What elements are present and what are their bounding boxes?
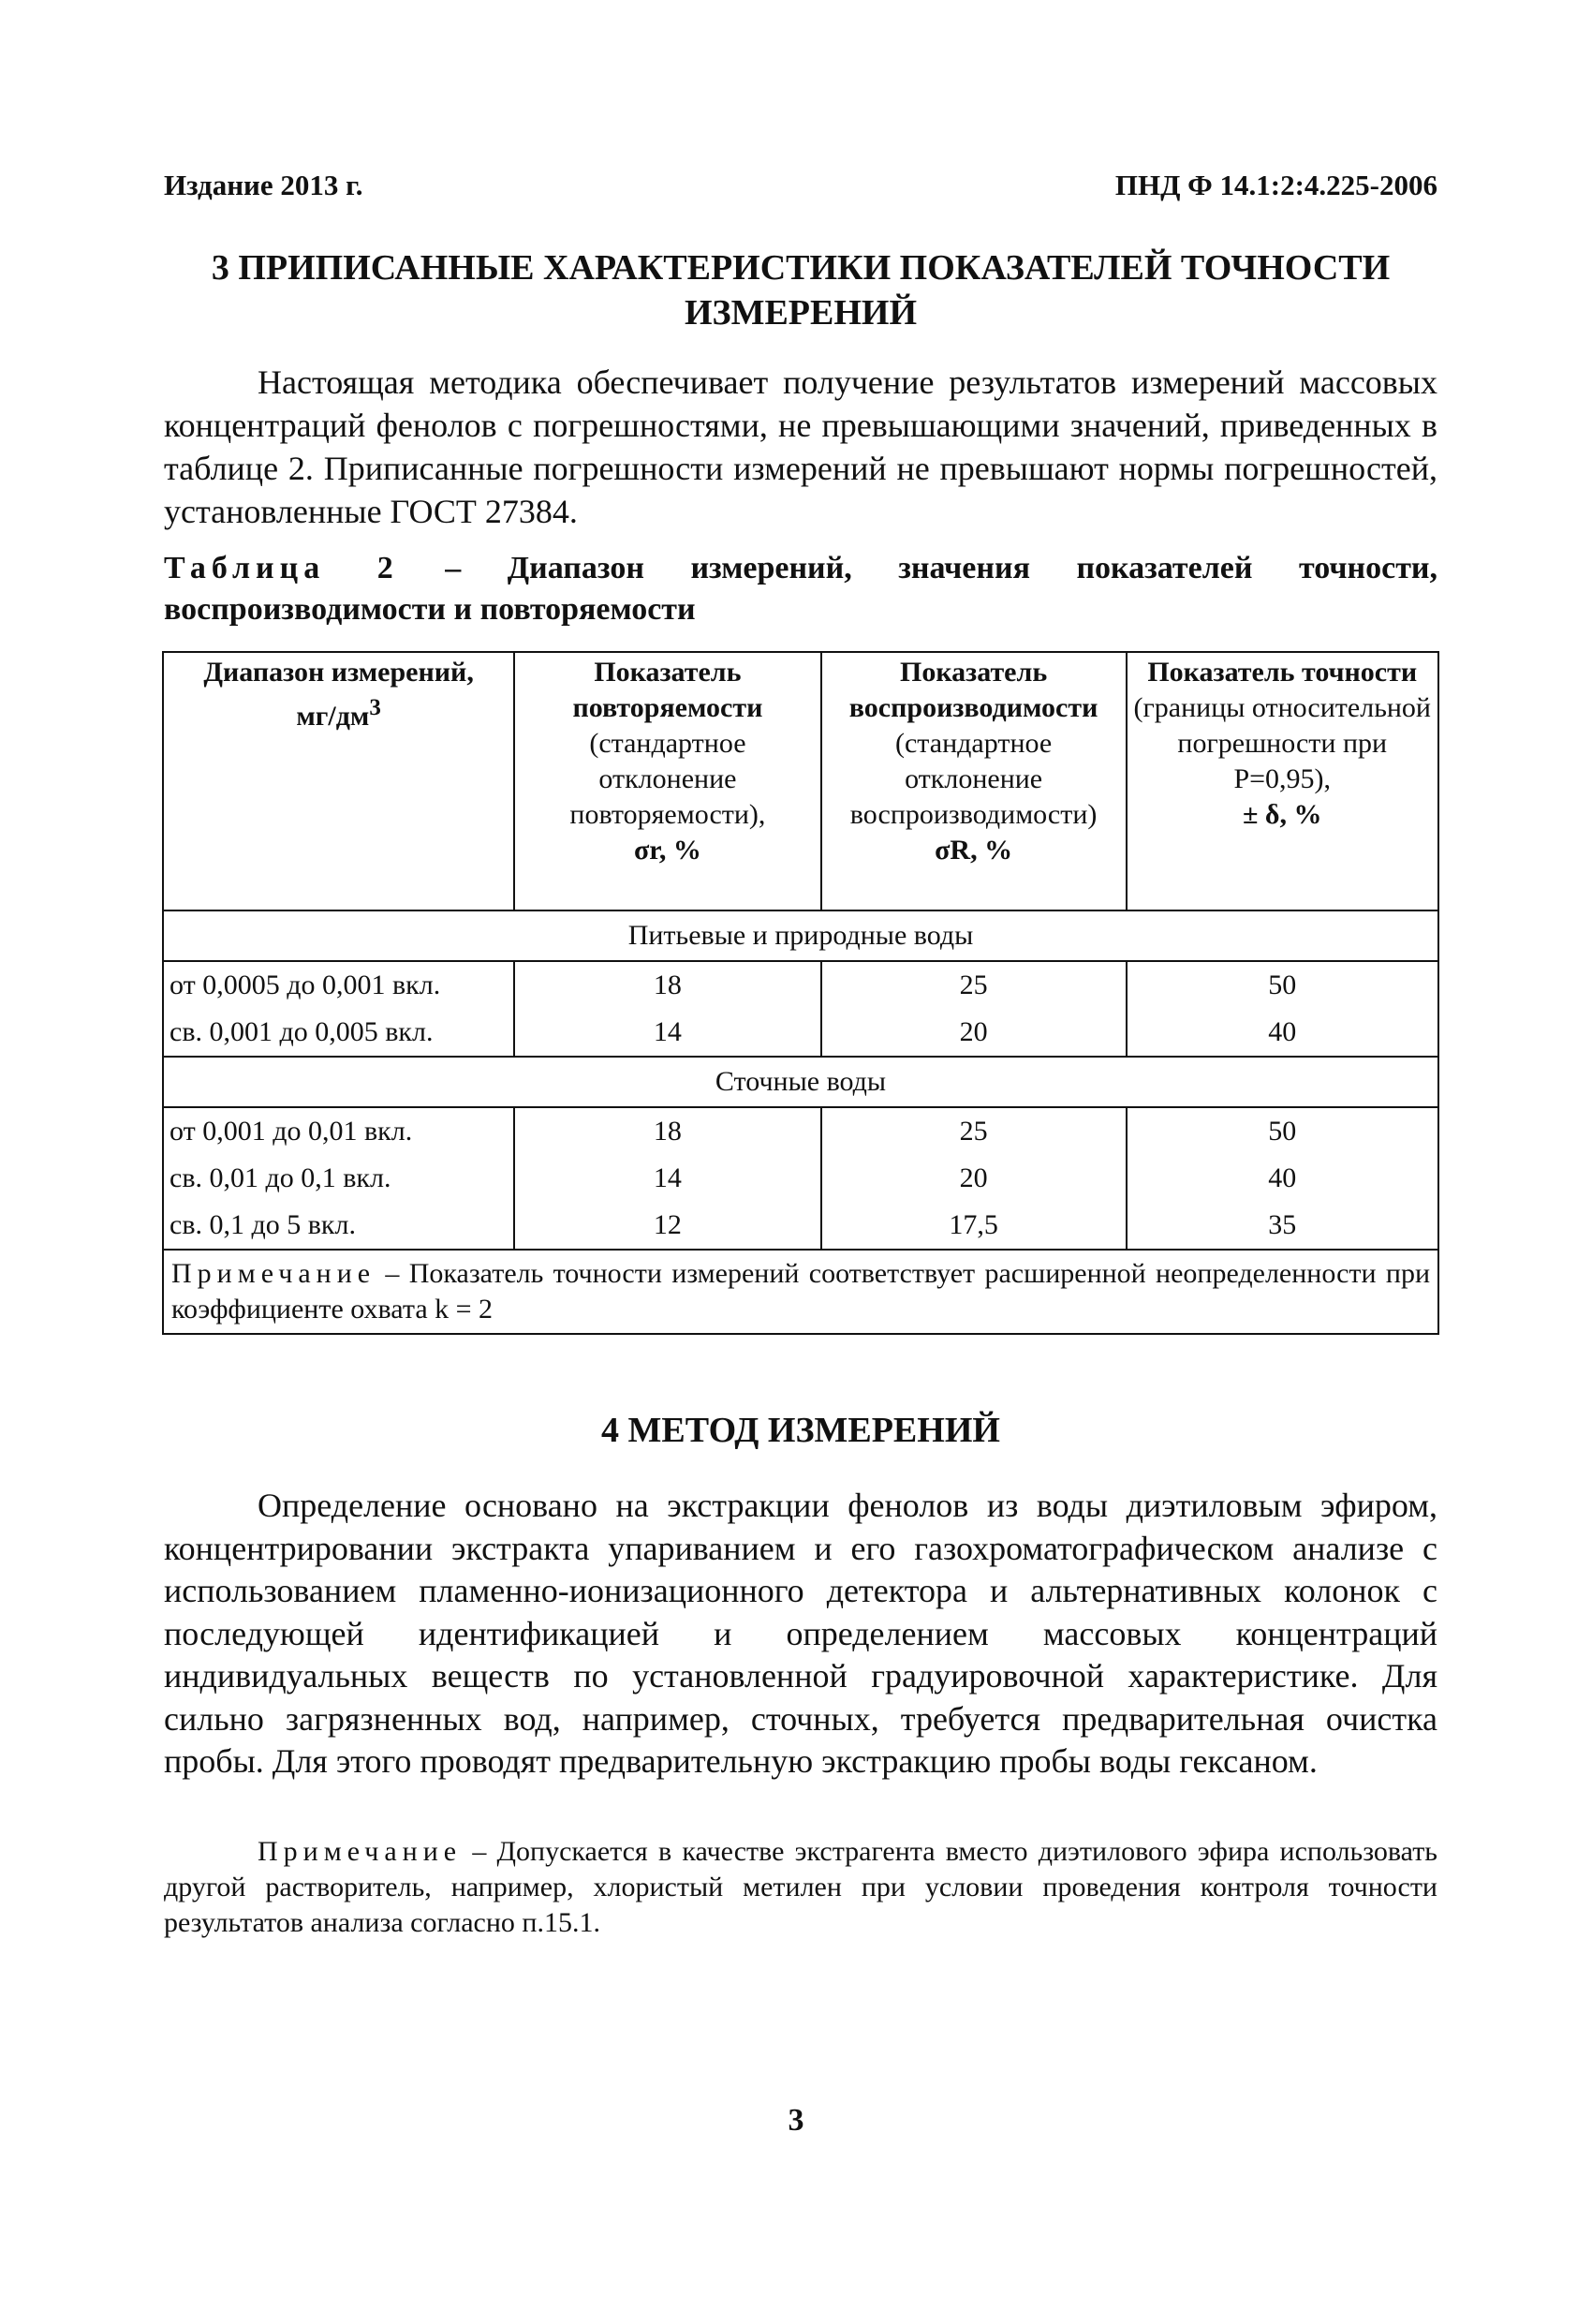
- table-note-row: [163, 1250, 1438, 1334]
- section-3-paragraph: Настоящая методика обеспечивает получение результатов измерений массовых концентраций фенолов с погрешностями, не превышающими значений, приведенных в таблице 2. Приписанные погрешности измерений не превышают нормы погрешностей, установленные ГОСТ 27384.: [164, 363, 1437, 530]
- table-note-label: Примечание: [171, 1258, 376, 1289]
- table-row: от 0,001 до 0,01 вкл. 18 25 50: [163, 1107, 1438, 1155]
- section-4-note-label: Примечание: [258, 1836, 463, 1867]
- page-number: 3: [788, 2103, 804, 2138]
- table-2-caption: [164, 548, 1437, 630]
- header-range: Диапазон измерений, $мг/дм^3$: [163, 652, 514, 910]
- table-2: [162, 651, 1439, 1335]
- section-3-title: 3 ПРИПИСАННЫЕ ХАРАКТЕРИСТИКИ ПОКАЗАТЕЛЕЙ ТОЧНОСТИ ИЗМЕРЕНИЙ: [211, 248, 1391, 333]
- table-row: св. 0,01 до 0,1 вкл. 14 20 40: [163, 1155, 1438, 1202]
- running-header: [164, 169, 1437, 202]
- group-row-waste-water: Сточные воды: [163, 1057, 1438, 1107]
- table-row: св. 0,1 до 5 вкл. 12 17,5 35: [163, 1202, 1438, 1250]
- table-row: от 0,0005 до 0,001 вкл. 18 25 50: [163, 961, 1438, 1009]
- header-repeatability: Показатель повторяемости (стандартное отклонение повторяемости), σr, %: [514, 652, 821, 910]
- header-reproducibility: Показатель воспроизводимости (стандартное отклонение воспроизводимости) σR, %: [821, 652, 1127, 910]
- section-4-title: 4 МЕТОД ИЗМЕРЕНИЙ: [601, 1411, 1000, 1450]
- header-accuracy: Показатель точности (границы относительной погрешности при P=0,95), ± δ, %: [1127, 652, 1439, 910]
- table-row: св. 0,001 до 0,005 вкл. 14 20 40: [163, 1009, 1438, 1057]
- table-2-caption-text: – Диапазон измерений, значения показателей точности, воспроизводимости и повторяемости: [164, 551, 1437, 627]
- section-4-paragraph: Определение основано на экстракции фенолов из воды диэтиловым эфиром, концентрировании экстракта упариванием и его газохроматографическом анализе с использованием пламенно-ионизационного детектора и альтернативных колонок с последующей идентификацией и определением массовых концентраций индивидуальных веществ по установленной градуировочной характеристике. Для сильно загрязненных вод, например, сточных, требуется предварительная очистка пробы. Для этого проводят предварительную экстракцию пробы воды гексаном.: [164, 1487, 1437, 1780]
- edition-label: Издание 2013 г.: [164, 169, 363, 201]
- group-row-drinking-water: Питьевые и природные воды: [163, 910, 1438, 961]
- document-code: ПНД Ф 14.1:2:4.225-2006: [1114, 169, 1437, 201]
- section-4-note: [164, 1834, 1437, 1941]
- table-note-text: – Показатель точности измерений соответствует расширенной неопределенности при коэффициенте охвата k = 2: [171, 1258, 1430, 1325]
- table-2-label: Таблица 2: [164, 551, 399, 585]
- table-header-row: [163, 652, 1438, 910]
- section-4-note-text: – Допускается в качестве экстрагента вместо диэтилового эфира использовать другой растворитель, например, хлористый метилен при условии проведения контроля точности результатов анализа согласно п.15.1.: [164, 1836, 1437, 1938]
